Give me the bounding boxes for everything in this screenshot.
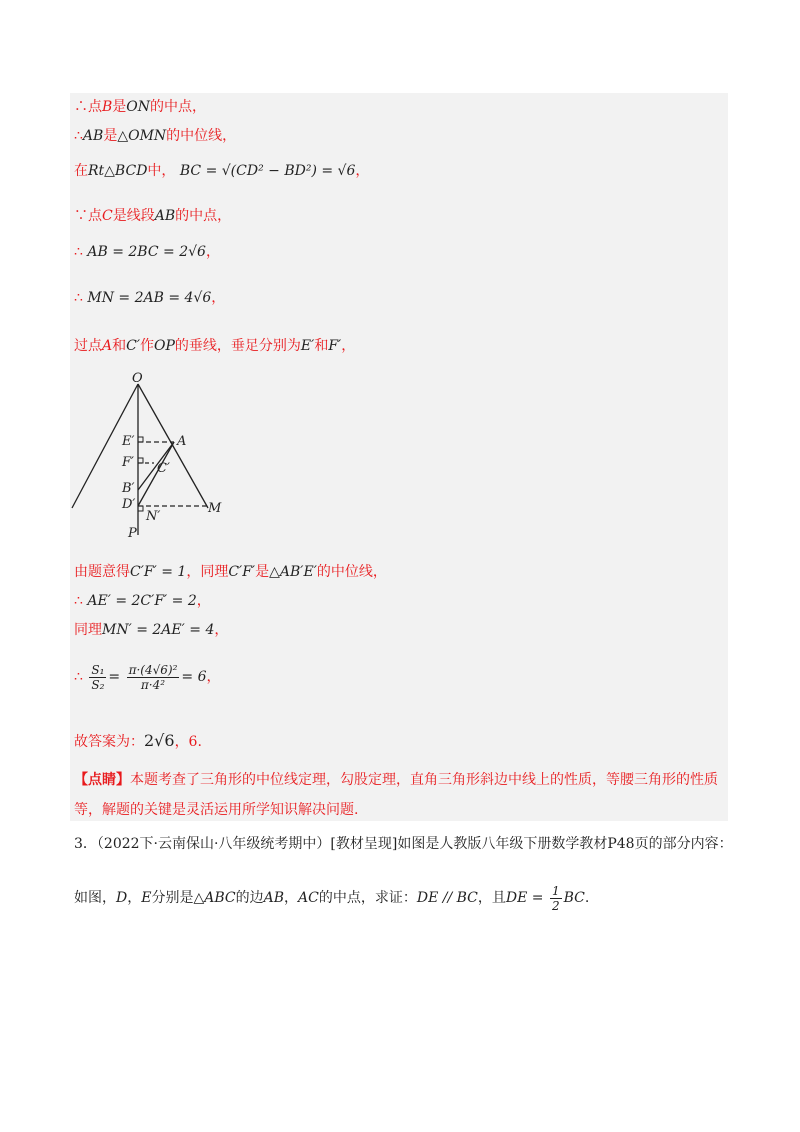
right-angle-mark xyxy=(138,437,143,442)
text: ， xyxy=(206,669,221,685)
math: △ABC xyxy=(193,890,236,906)
text: ∴ xyxy=(74,669,83,685)
math: AB xyxy=(82,128,104,144)
text: ∴ xyxy=(74,593,83,609)
text: 的垂线，垂足分别为 xyxy=(174,338,301,354)
text: 等，解题的关键是灵活运用所学知识解决问题. xyxy=(74,802,359,818)
text: ，同理 xyxy=(186,564,229,580)
text: 是 xyxy=(103,128,118,144)
math: B xyxy=(102,99,113,115)
math: E xyxy=(141,890,152,906)
line-9 xyxy=(74,592,211,610)
text: 分别是 xyxy=(151,890,194,906)
text: . xyxy=(584,890,590,906)
text: 故答案为： xyxy=(74,734,144,750)
numerator: S₁ xyxy=(91,662,105,677)
label-P: P xyxy=(128,526,137,541)
math: Rt△BCD xyxy=(88,163,148,179)
line-5 xyxy=(74,243,220,261)
question-line-1 xyxy=(74,835,733,853)
fraction xyxy=(550,884,562,913)
line-4 xyxy=(74,207,231,225)
denominator: 2 xyxy=(551,898,560,913)
math: ON xyxy=(126,99,151,115)
math: E′ xyxy=(300,338,315,354)
math: MN′ = 2AE′ = 4 xyxy=(102,622,215,638)
label-M: M xyxy=(208,501,222,516)
math: A xyxy=(102,338,113,354)
line-OM xyxy=(138,384,208,508)
line-6 xyxy=(74,289,225,307)
math: AB = 2BC = 2√6 xyxy=(87,244,206,260)
fraction xyxy=(127,663,180,692)
text: ，且 xyxy=(477,890,506,906)
right-angle-mark xyxy=(138,458,143,463)
line-12 xyxy=(74,732,202,751)
math: = 6 xyxy=(181,669,207,685)
label-N: N′ xyxy=(146,509,161,524)
text: ， xyxy=(341,338,356,354)
math: C xyxy=(102,208,113,224)
text: 是线段 xyxy=(112,208,155,224)
text: ， xyxy=(211,290,226,306)
line-10 xyxy=(74,621,228,639)
line-11 xyxy=(74,655,220,699)
denominator: S₂ xyxy=(91,677,105,692)
math: DE // BC xyxy=(416,890,478,906)
math: AB xyxy=(263,890,285,906)
math: BC xyxy=(563,890,585,906)
denominator: π·4² xyxy=(140,677,166,692)
text: 同理 xyxy=(74,622,102,638)
text: 是 xyxy=(112,99,127,115)
label-B: B′ xyxy=(122,481,135,496)
text: ∴ xyxy=(74,128,83,144)
text: 的边 xyxy=(235,890,264,906)
text: ， xyxy=(205,244,220,260)
right-angle-mark xyxy=(138,506,143,511)
math: AB xyxy=(154,208,176,224)
math: C′ xyxy=(126,338,141,354)
math: △OMN xyxy=(117,128,167,144)
text: 如图， xyxy=(74,890,116,906)
label-F: F′ xyxy=(122,455,134,470)
text: 由题意得 xyxy=(74,564,130,580)
text: ，6. xyxy=(174,734,202,750)
line-14 xyxy=(74,801,358,819)
label-D: D′ xyxy=(122,497,136,512)
math: MN = 2AB = 4√6 xyxy=(87,290,212,306)
text: 的中点，求证： xyxy=(318,890,417,906)
line-8 xyxy=(74,563,387,581)
text: 3．（2022下·云南保山·八年级统考期中）[教材呈现]如图是人教版八年级下册数学教材P48页的部分内容： xyxy=(74,836,733,852)
math: AC xyxy=(298,890,319,906)
text: 在 xyxy=(74,163,88,179)
line-2 xyxy=(74,127,236,145)
text: ∴点 xyxy=(74,99,102,115)
text: ∵点 xyxy=(74,208,102,224)
label-E: E′ xyxy=(122,434,135,449)
label-C: C′ xyxy=(157,461,170,476)
text: ， xyxy=(284,890,299,906)
text: 本题考查了三角形的中位线定理，勾股定理，直角三角形斜边中线上的性质，等腰三角形的性质 xyxy=(130,772,718,788)
math: F′ xyxy=(328,338,342,354)
math: OP xyxy=(154,338,175,354)
text: ， xyxy=(214,622,229,638)
comment-tag: 【点睛】 xyxy=(74,772,130,788)
fraction xyxy=(89,663,106,692)
text: 的中位线， xyxy=(166,128,237,144)
math: = xyxy=(108,669,121,685)
math: C′F′ xyxy=(228,564,256,580)
text: 中， xyxy=(147,163,176,179)
answer: 2√6 xyxy=(144,731,175,750)
text: 的中点， xyxy=(175,208,232,224)
math: BC = √(CD² − BD²) = √6 xyxy=(179,163,356,179)
math: C′F′ = 1 xyxy=(130,564,187,580)
math: DE = xyxy=(505,890,544,906)
math: AE′ = 2C′F′ = 2 xyxy=(87,593,197,609)
text: 和 xyxy=(314,338,329,354)
text: ， xyxy=(196,593,211,609)
text: ∴ xyxy=(74,244,83,260)
text: 和 xyxy=(112,338,127,354)
text: ， xyxy=(355,163,370,179)
line-7 xyxy=(74,337,355,355)
text: ∴ xyxy=(74,290,83,306)
label-O: O xyxy=(132,371,143,386)
question-line-2 xyxy=(74,880,589,916)
geometry-figure xyxy=(70,370,240,545)
text: 的中点， xyxy=(150,99,207,115)
text: 的中位线， xyxy=(316,564,387,580)
math: △AB′E′ xyxy=(269,564,317,580)
text: 过点 xyxy=(74,338,102,354)
text: 是 xyxy=(255,564,270,580)
text: ， xyxy=(127,890,142,906)
line-13 xyxy=(74,771,718,789)
numerator: π·(4√6)² xyxy=(128,662,178,677)
label-A: A xyxy=(177,434,187,449)
line-3 xyxy=(74,162,369,180)
numerator: 1 xyxy=(551,883,560,898)
text: 作 xyxy=(140,338,155,354)
line-1 xyxy=(74,98,206,116)
math: D xyxy=(116,890,128,906)
